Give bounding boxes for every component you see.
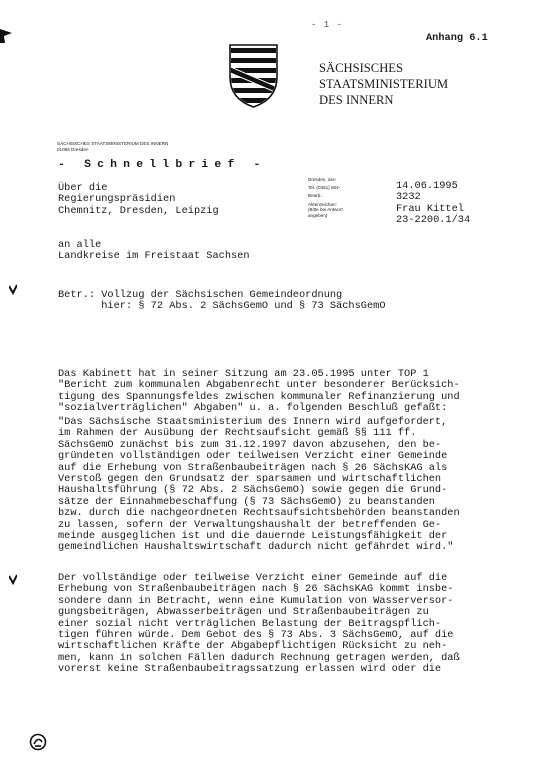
meta-label: Bearb.:: [308, 193, 323, 199]
text-line: Erhebung von Straßenbaubeiträgen nach § 26 SächsKAG kommt insbe-: [58, 583, 454, 596]
recipient-block: [58, 183, 219, 217]
letter-date: 14.06.1995: [396, 180, 458, 192]
page-number: - 1 -: [311, 20, 344, 30]
subject-text: Betr.: Vollzug der Sächsischen Gemeindeordnung: [58, 289, 343, 301]
hole-punch-mark-icon: [9, 283, 17, 297]
text-line: "Das Sächsische Staatsministerium des Innern wird aufgefordert,: [58, 416, 448, 428]
recipient-line: Chemnitz, Dresden, Leipzig: [58, 204, 219, 217]
meta-label: angeben): [308, 212, 328, 218]
recipient-line: Regierungspräsidien: [58, 193, 176, 206]
text-line: auf die Erhebung von Straßenbaubeiträgen nach § 26 SächsKAG als: [58, 461, 448, 474]
text-line: SächsGemO zunächst bis zum 31.12.1997 davon abzusehen, den be-: [58, 438, 442, 451]
fax-corner-mark-icon: [0, 27, 14, 45]
text-line: gungsbeiträgen, Abwasserbeiträgen und Straßenbaubeiträgen zu: [58, 606, 429, 619]
addressee-line: an alle: [58, 239, 102, 251]
addressee-block: [58, 240, 250, 263]
meta-labels: [308, 177, 343, 221]
meta-values: [396, 181, 470, 227]
text-line: einer sozial nicht verträglichen Belastung der Beitragspflich-: [58, 617, 442, 630]
recipient-line: Über die: [58, 182, 108, 194]
text-line: tigung des Spannungsfeldes zwischen kommunaler Refinanzierung und: [58, 390, 460, 403]
text-line: Der vollständige oder teilweise Verzicht einer Gemeinde auf die: [58, 572, 448, 584]
text-line: "sozialverträglichen" Abgaben" u. a. folgenden Beschluß gefaßt:: [58, 402, 448, 415]
text-line: meinde ausgeglichen ist und die dauernde Leistungsfähigkeit der: [58, 530, 448, 543]
text-line: Verstoß gegen den Grundsatz der sparsamen und wirtschaftlichen: [58, 473, 442, 486]
subject-line: [58, 290, 386, 313]
paragraph-cabinet: [58, 369, 460, 415]
text-line: im Rahmen der Ausübung der Rechtsaufsicht gemäß §§ 111 ff.: [58, 427, 417, 440]
text-line: Das Kabinett hat in seiner Sitzung am 23.05.1995 unter TOP 1: [58, 368, 429, 380]
addressee-line: Landkreise im Freistaat Sachsen: [58, 250, 250, 263]
ministry-line: DES INNERN: [319, 93, 394, 107]
ministry-line: SÄCHSISCHES: [319, 61, 403, 75]
ministry-line: STAATSMINISTERIUM: [319, 77, 449, 91]
subject-text: hier: § 72 Abs. 2 SächsGemO und § 73 SächsGemO: [58, 300, 386, 313]
meta-label: (Bitte bei Antwort: [308, 207, 343, 213]
sender-line: SÄCHSISCHES STAATSMINISTERIUM DES INNERN: [57, 141, 169, 146]
sender-line: 01095 Dresden: [57, 146, 89, 152]
text-line: men, kann in solchen Fällen dadurch Rechnung getragen werden, daß: [58, 651, 460, 664]
text-line: tigen führen würde. Dem Gebot des § 73 Abs. 3 SächsGemO, auf die: [58, 629, 454, 642]
text-line: sätze der Einnahmebeschaffung (§ 73 SächsGemO) zu beanstanden: [58, 495, 435, 508]
text-line: vorerst keine Straßenbaubeitragssatzung erlassen wird oder die: [58, 663, 442, 676]
text-line: gemeindlichen Haushaltswirtschaft dadurch nicht gefährdet wird.": [58, 541, 454, 554]
ministry-name: [319, 60, 448, 108]
case-officer: Frau Kittel: [396, 202, 464, 215]
text-line: bzw. durch die nachgeordneten Rechtsaufsichtsbehörden beanstanden: [58, 507, 460, 520]
paragraph-waiver-explanation: [58, 573, 460, 676]
text-line: wirtschaftlichen Kräfte der Abgabepflichtigen Rücksicht zu neh-: [58, 640, 448, 653]
saxony-coat-of-arms-icon: [222, 39, 285, 109]
phone-extension: 3232: [396, 191, 421, 204]
sender-address: [57, 141, 168, 152]
annex-label: Anhang 6.1: [426, 32, 488, 44]
text-line: zu lassen, sofern der Verwaltungshaushalt der betreffenden Ge-: [58, 518, 442, 531]
text-line: "Bericht zum kommunalen Abgabenrecht unter besonderer Berücksich-: [58, 379, 460, 392]
urgency-heading: - Schnellbrief -: [58, 159, 267, 171]
hole-punch-mark-icon: [9, 573, 17, 587]
text-line: sondere dann in Betracht, wenn eine Kumulation von Wasserversor-: [58, 594, 454, 607]
meta-label: Aktenzeichen:: [308, 201, 337, 207]
meta-label: Dresden, den: [308, 177, 336, 182]
paragraph-resolution-quote: [58, 417, 460, 554]
recycling-stamp-icon: [29, 733, 47, 751]
text-line: gründeten vollständigen oder teilweisen Verzicht einer Gemeinde: [58, 450, 448, 463]
file-reference: 23-2200.1/34: [396, 214, 471, 227]
meta-label: Tel. (0351) 564-: [308, 185, 341, 191]
text-line: Haushaltsführung (§ 72 Abs. 2 SächsGemO) sowie gegen die Grund-: [58, 484, 448, 497]
